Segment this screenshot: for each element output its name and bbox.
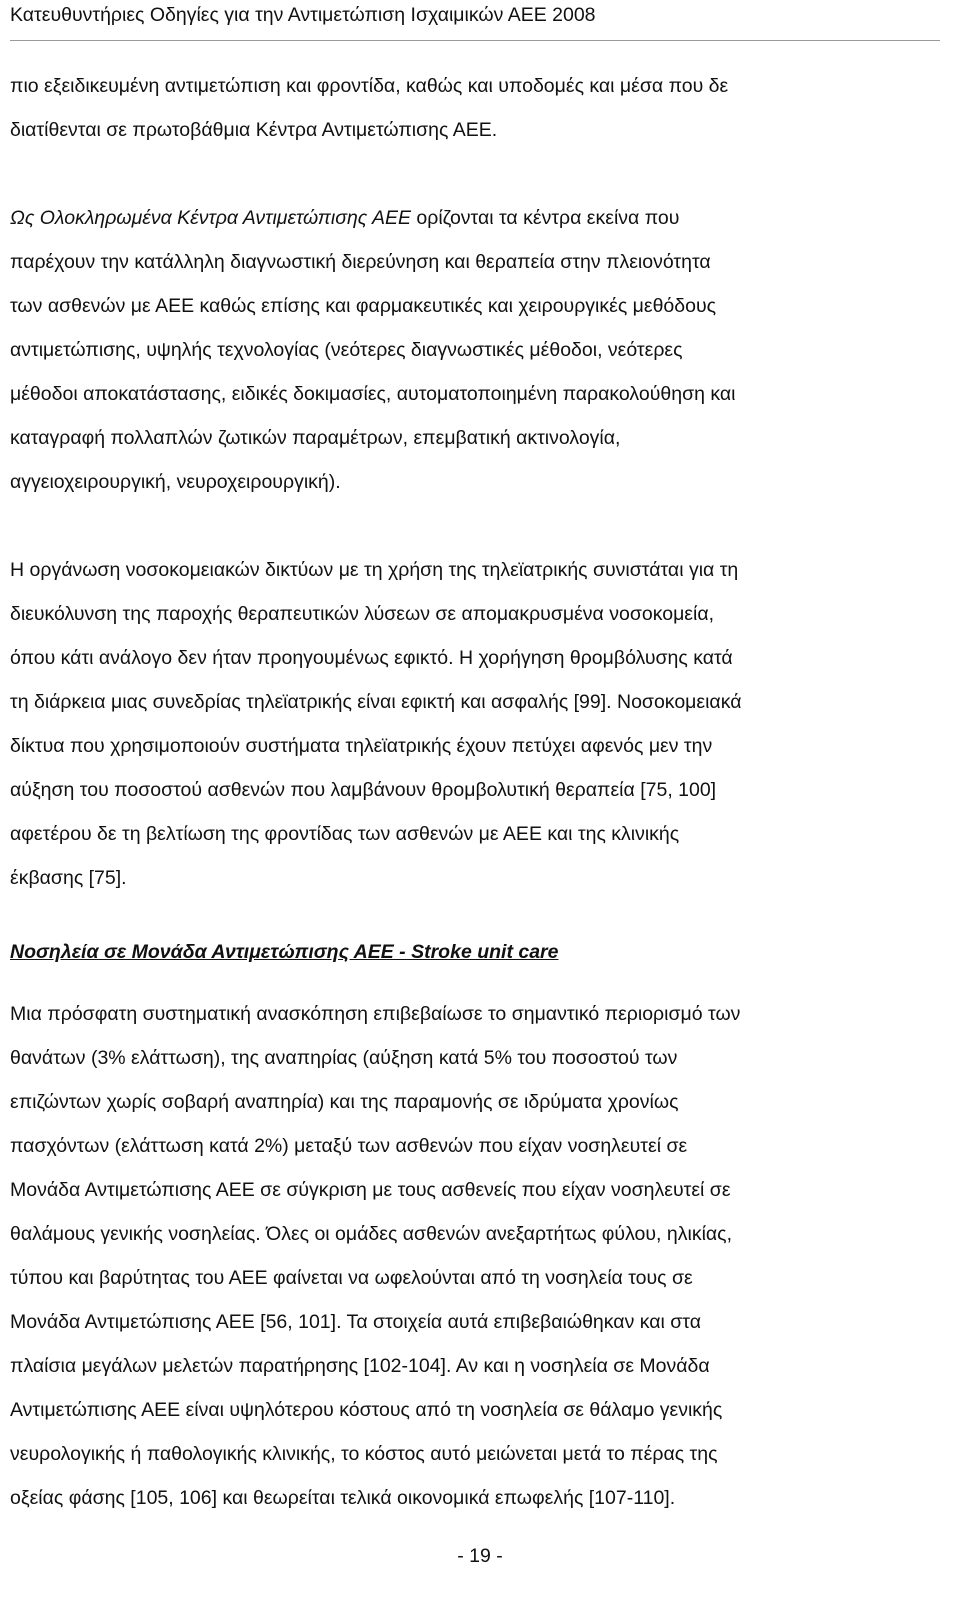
- defined-term: Ως Ολοκληρωμένα Κέντρα Αντιμετώπισης ΑΕΕ: [10, 207, 411, 229]
- text-line: όπου κάτι ανάλογο δεν ήταν προηγουμένως εφικτό. Η χορήγηση θρομβόλυσης κατά: [10, 647, 733, 669]
- text-line: καταγραφή πολλαπλών ζωτικών παραμέτρων, επεμβατική ακτινολογία,: [10, 427, 621, 449]
- text-line: τύπου και βαρύτητας του ΑΕΕ φαίνεται να ωφελούνται από τη νοσηλεία τους σε: [10, 1267, 693, 1289]
- text-line: θανάτων (3% ελάττωση), της αναπηρίας (αύξηση κατά 5% του ποσοστού των: [10, 1047, 678, 1069]
- page-body: [10, 64, 935, 1564]
- text-line: θαλάμους γενικής νοσηλείας. Όλες οι ομάδες ασθενών ανεξαρτήτως φύλου, ηλικίας,: [10, 1223, 732, 1245]
- text-line: Η οργάνωση νοσοκομειακών δικτύων με τη χρήση της τηλεϊατρικής συνιστάται για τη: [10, 559, 739, 581]
- page-number: - 19 -: [457, 1545, 503, 1567]
- text-line: Αντιμετώπισης ΑΕΕ είναι υψηλότερου κόστους από τη νοσηλεία σε θάλαμο γενικής: [10, 1399, 723, 1421]
- text-line: νευρολογικής ή παθολογικής κλινικής, το κόστος αυτό μειώνεται μετά το πέρας της: [10, 1443, 718, 1465]
- text-line: αύξηση του ποσοστού ασθενών που λαμβάνουν θρομβολυτική θεραπεία [75, 100]: [10, 779, 717, 801]
- text-line: πιο εξειδικευμένη αντιμετώπιση και φροντίδα, καθώς και υποδομές και μέσα που δε: [10, 75, 729, 97]
- text-segment: ορίζονται τα κέντρα εκείνα που: [410, 207, 680, 229]
- text-line: διευκόλυνση της παροχής θεραπευτικών λύσεων σε απομακρυσμένα νοσοκομεία,: [10, 603, 715, 625]
- text-line: των ασθενών με ΑΕΕ καθώς επίσης και φαρμακευτικές και χειρουργικές μεθόδους: [10, 295, 717, 317]
- text-line: δίκτυα που χρησιμοποιούν συστήματα τηλεϊατρικής έχουν πετύχει αφενός μεν την: [10, 735, 713, 757]
- paragraph-2: [10, 196, 935, 504]
- running-header: Κατευθυντήριες Οδηγίες για την Αντιμετώπιση Ισχαιμικών ΑΕΕ 2008: [10, 4, 596, 26]
- text-line: αγγειοχειρουργική, νευροχειρουργική).: [10, 471, 341, 493]
- text-line: τη διάρκεια μιας συνεδρίας τηλεϊατρικής είναι εφικτή και ασφαλής [99]. Νοσοκομειακά: [10, 691, 742, 713]
- text-line: μέθοδοι αποκατάστασης, ειδικές δοκιμασίες, αυτοματοποιημένη παρακολούθηση και: [10, 383, 736, 405]
- header-divider: [10, 40, 940, 41]
- text-line: έκβασης [75].: [10, 867, 127, 889]
- paragraph-3: [10, 548, 935, 900]
- text-line: οξείας φάσης [105, 106] και θεωρείται τελικά οικονομικά επωφελής [107-110].: [10, 1487, 676, 1509]
- text-line: [10, 196, 935, 240]
- paragraph-4: [10, 992, 935, 1520]
- text-line: αφετέρου δε τη βελτίωση της φροντίδας των ασθενών με ΑΕΕ και της κλινικής: [10, 823, 680, 845]
- section-heading: Νοσηλεία σε Μονάδα Αντιμετώπισης ΑΕΕ - Stroke unit care: [10, 941, 559, 963]
- text-line: παρέχουν την κατάλληλη διαγνωστική διερεύνηση και θεραπεία στην πλειονότητα: [10, 251, 711, 273]
- paragraph-1: [10, 64, 935, 152]
- text-line: πλαίσια μεγάλων μελετών παρατήρησης [102-104]. Αν και η νοσηλεία σε Μονάδα: [10, 1355, 710, 1377]
- text-line: διατίθενται σε πρωτοβάθμια Κέντρα Αντιμετώπισης ΑΕΕ.: [10, 119, 498, 141]
- text-line: αντιμετώπισης, υψηλής τεχνολογίας (νεότερες διαγνωστικές μέθοδοι, νεότερες: [10, 339, 683, 361]
- text-line: πασχόντων (ελάττωση κατά 2%) μεταξύ των ασθενών που είχαν νοσηλευτεί σε: [10, 1135, 688, 1157]
- text-line: Μια πρόσφατη συστηματική ανασκόπηση επιβεβαίωσε το σημαντικό περιορισμό των: [10, 1003, 741, 1025]
- text-line: Μονάδα Αντιμετώπισης ΑΕΕ [56, 101]. Τα στοιχεία αυτά επιβεβαιώθηκαν και στα: [10, 1311, 702, 1333]
- text-line: επιζώντων χωρίς σοβαρή αναπηρία) και της παραμονής σε ιδρύματα χρονίως: [10, 1091, 679, 1113]
- text-line: Μονάδα Αντιμετώπισης ΑΕΕ σε σύγκριση με τους ασθενείς που είχαν νοσηλευτεί σε: [10, 1179, 731, 1201]
